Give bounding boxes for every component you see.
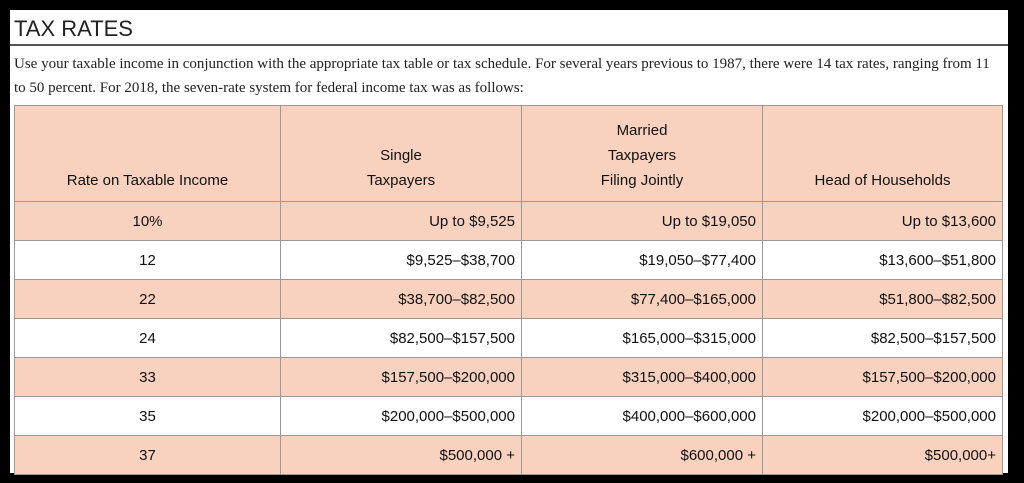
- table-row: [15, 202, 1003, 241]
- cell-rate: 37: [15, 436, 281, 475]
- header-rate: [15, 106, 281, 202]
- header-married: [522, 106, 763, 202]
- tax-rates-card: [10, 10, 1008, 473]
- header-single: [281, 106, 522, 202]
- cell-single: $200,000–$500,000: [281, 397, 522, 436]
- table-row: [15, 319, 1003, 358]
- cell-rate: 33: [15, 358, 281, 397]
- table-row: [15, 280, 1003, 319]
- header-married-line: Married: [616, 122, 668, 139]
- cell-rate: 12: [15, 241, 281, 280]
- cell-single: $38,700–$82,500: [281, 280, 522, 319]
- table-row: [15, 397, 1003, 436]
- header-married-line: Taxpayers: [607, 147, 677, 164]
- header-single-line: Single: [380, 147, 422, 164]
- cell-married: $165,000–$315,000: [522, 319, 763, 358]
- header-married-line: Filing Jointly: [600, 172, 684, 189]
- header-rate-line: Rate on Taxable Income: [66, 172, 229, 189]
- table-row: [15, 241, 1003, 280]
- title-divider: [10, 44, 1008, 46]
- table-header-row: [15, 106, 1003, 202]
- cell-head: $51,800–$82,500: [763, 280, 1003, 319]
- cell-single: $157,500–$200,000: [281, 358, 522, 397]
- cell-married: $315,000–$400,000: [522, 358, 763, 397]
- header-single-line: Taxpayers: [366, 172, 436, 189]
- cell-head: $200,000–$500,000: [763, 397, 1003, 436]
- header-head-line: Head of Households: [814, 172, 951, 189]
- cell-married: $600,000 +: [522, 436, 763, 475]
- intro-paragraph: Use your taxable income in conjunction with the appropriate tax table or tax schedule. For several years previous to 1987, there were 14 tax rates, ranging from 11 to 50 percent. For 2018, the seven-rate system for federal income tax was as follows:: [14, 56, 990, 96]
- cell-head: $500,000+: [763, 436, 1003, 475]
- cell-head: $82,500–$157,500: [763, 319, 1003, 358]
- page-title: TAX RATES: [14, 16, 133, 41]
- cell-married: $19,050–$77,400: [522, 241, 763, 280]
- cell-single: Up to $9,525: [281, 202, 522, 241]
- cell-head: Up to $13,600: [763, 202, 1003, 241]
- cell-married: Up to $19,050: [522, 202, 763, 241]
- cell-single: $500,000 +: [281, 436, 522, 475]
- tax-rates-table: [14, 105, 1003, 475]
- cell-head: $13,600–$51,800: [763, 241, 1003, 280]
- cell-married: $77,400–$165,000: [522, 280, 763, 319]
- cell-single: $9,525–$38,700: [281, 241, 522, 280]
- cell-head: $157,500–$200,000: [763, 358, 1003, 397]
- header-head-of-households: [763, 106, 1003, 202]
- table-row: [15, 358, 1003, 397]
- cell-rate: 35: [15, 397, 281, 436]
- cell-single: $82,500–$157,500: [281, 319, 522, 358]
- cell-rate: 22: [15, 280, 281, 319]
- cell-married: $400,000–$600,000: [522, 397, 763, 436]
- table-row: [15, 436, 1003, 475]
- cell-rate: 24: [15, 319, 281, 358]
- cell-rate: 10%: [15, 202, 281, 241]
